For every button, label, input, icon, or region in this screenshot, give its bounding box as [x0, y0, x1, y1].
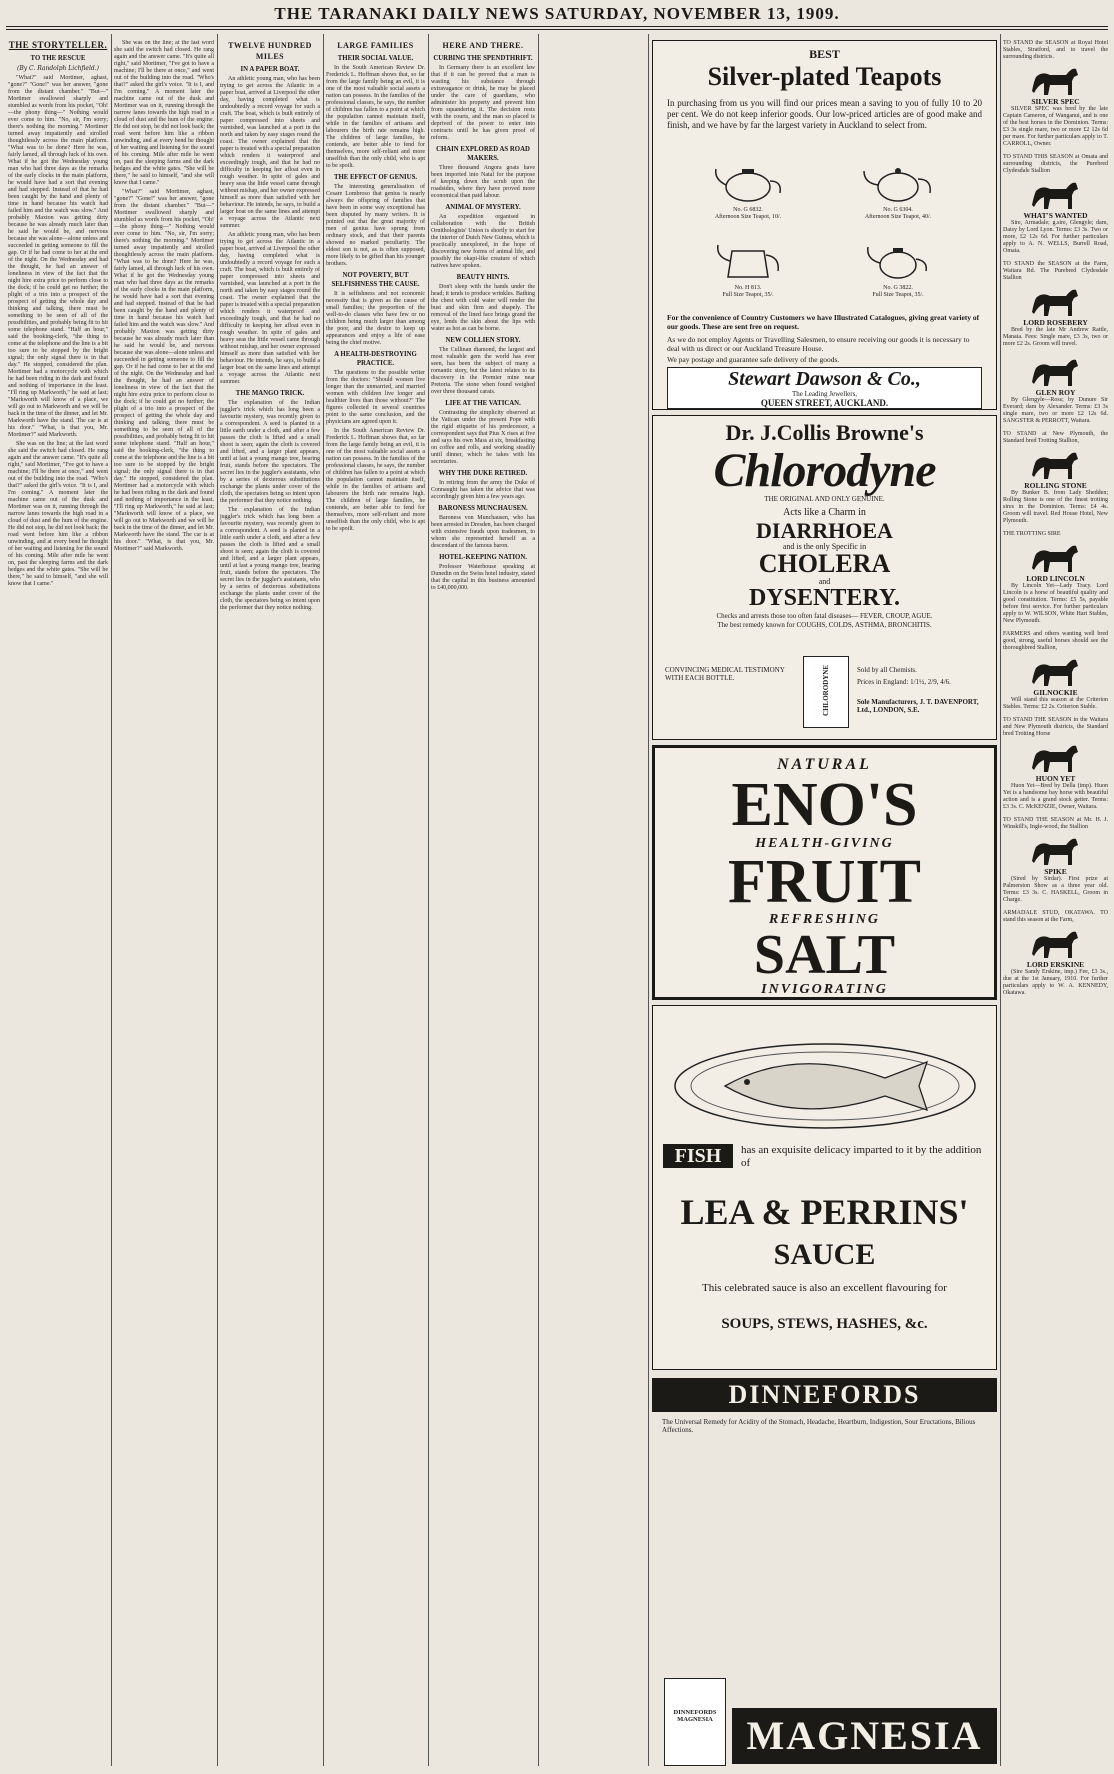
storyteller-continued-column	[114, 40, 214, 1768]
article-title: NEW COLLIEN STORY.	[445, 337, 521, 344]
article-title: LIFE AT THE VATICAN.	[445, 400, 521, 407]
ad-diarrhoea: DIARRHOEA	[756, 518, 893, 543]
teapot-number: No. H 813.	[734, 285, 762, 291]
teapot-icon	[708, 159, 788, 203]
ad-tagline: THE ORIGINAL AND ONLY GENUINE.	[764, 495, 885, 503]
column-rule	[1000, 34, 1001, 1766]
stallion-notice	[1003, 154, 1108, 255]
article-text: Don't sleep with the hands under the head; it tends to produce wrinkles. Bathing the chest with cold water will render the bust and skin firm and shapely. The removal of the lined face brings grand the eye, lends the skin about the lips with water as hot as can be borne.	[431, 284, 535, 332]
article-text: In Germany there is an excellent law that if it can be proved that a man is wasting his substance through extravagance or drink, he may be placed under the care of guardians, who administer his property and prevent him from squandering it. The decision rests with the courts, and the man so placed is deprived of the power to enter into contracts until he has given proof of reform.	[431, 65, 535, 141]
stallion-name: SILVER SPEC	[1031, 97, 1080, 106]
article-title: BEAUTY HINTS.	[456, 274, 510, 281]
stallion-header: TO STAND THIS SEASON at Omata and surrounding districts, the Purebred Clydesdale Stallion	[1003, 154, 1108, 174]
ad-line-2: SOUPS, STEWS, HASHES, &c.	[721, 1316, 928, 1332]
article-text: The interesting generalisation of Cesare Lombroso that genius is nearly always the offspring of families that have been in some way exceptional has been disputed by many writers. It is pointed out that the great majority of men of genius have sprung from ordinary stock, and that their parents showed no marked peculiarity. The eldest son is not, as is often supposed, more likely to be gifted than his younger brothers.	[326, 184, 425, 267]
article-title: THE MANGO TRICK.	[235, 390, 305, 397]
magnesia-bottle-icon	[664, 1678, 726, 1766]
firm-subtitle: The Leading Jewellers,	[791, 390, 858, 398]
lea-perrins-advertisement	[652, 1005, 997, 1370]
article-text: The explanation of the Indian juggler's trick which has long been a favourite mystery, was recently given to a correspondent. A seed is planted in a little earth under a cloth, and after a few passes the cloth is lifted and a small shoot is seen; again the cloth is covered and lifted, and a larger plant appears, until at last a young mango tree, bearing fruit, stands before the spectators. The secret lies in the juggler's assistants, who by a series of dexterous substitutions exchange the plants under cover of the cloth, the spectators being so intent upon the performer that they notice nothing.	[220, 400, 320, 504]
ad-magnesia: MAGNESIA	[746, 1713, 983, 1758]
teapots-advertisement	[652, 40, 997, 410]
stallion-notice	[1003, 431, 1108, 525]
ad-cholera: CHOLERA	[758, 549, 891, 578]
magnesia-banner	[732, 1708, 997, 1764]
column-rule	[111, 34, 112, 1766]
teapot-caption: Afternoon Size Teapot, 40/.	[864, 214, 932, 220]
ad-prices: Prices in England: 1/1½, 2/9, 4/6.	[857, 678, 951, 686]
article-title: THE EFFECT OF GENIUS.	[333, 174, 418, 181]
stallion-name: LORD ROSEBERY	[1023, 318, 1088, 327]
stallion-notice	[1003, 631, 1108, 711]
ad-brand: DINNEFORDS	[728, 1380, 921, 1409]
stallions-column	[1003, 40, 1108, 1768]
story-text-continued-2: "What?" said Mortimer, aghast, "gone?" "Gone!" was her answer, "gone from the distant chamber." "But—" Mortimer swallowed sharply and stumbled as words from his pocket, "Oh!—the phony thing—" Nothing would ever come to him. "No, sir, I'm sorry; there's nothing the morning." Mortimer turned away impatiently and strolled thoughtlessly across the main platform. "What was to be done? Here he was, fairly lamed, all through luck of his own. What if he got the Wednesday young man who had three days as the remarks of the early clocks in the main platform, he would have had a sort that evening and had stepped. Instead of that he had been caught by the hand and plenty of time in hand because his watch had failed him and the watch was slow." And probably Maxton was getting dirty because he was already much later than he said he would be, and nervous because she was alone—alone unless and succeeded in getting someone to fill the gap. Or if he had come to her at the end of the night. On the Wednesday and had the thought, he had an answer of loneliness in view of the fact that the night hire extra price to perform close to the dock; if he could get no further; the plight of a trio into a prospect of the prospect of getting the whole day and thinking and talking, there must be something to be seen of all of the possibilities, and probably being fit to hit some telephone stand. "Half an hour," said the booking-clerk, "the thing to come at the telephone and the line is a bit too sure to be stopped by the bright signal; the only signal there is in that day." He stopped, considered the plan. Mortimer had a motorcycle with which he had been riding in the dark and found and nothing of importance in the least. "I'll ring up Markworth," he said at last; "Markworth will know of a place, we will go out to Markworth and we will be back in the time of the dinner, and let Mr. Markworth have the stand. The car is at his door." "What, is that you, Mr. Mortimer?" said Markworth.	[114, 189, 214, 552]
ad-postage-note: We pay postage and guarantee safe delivery of the goods.	[667, 355, 840, 364]
teapot-icon	[858, 237, 938, 281]
masthead: THE TARANAKI DAILY NEWS SATURDAY, NOVEMBER 13, 1909.	[274, 4, 840, 23]
ad-product: Chlorodyne	[713, 444, 936, 497]
stallion-header: TO STAND THE SEASON in the Waitara and New Plymouth districts, the Standard bred Trotting Horse	[1003, 717, 1108, 737]
horse-icon	[1028, 447, 1084, 481]
article-text: Professor Waterhouse speaking at Dunedin on the Swiss hotel industry, stated that the capital in this business amounted to £40,000,000.	[431, 564, 535, 591]
story-text-2: She was on the line; at the last word she said the switch had closed. He rang again and the answer came. "It's quite all right," said Mortimer, "I've got to have a machine; I'll be there at once," and went out of the building into the road. "Who's that?" asked the girl's voice. "It is I, and I'm coming." A moment later the machine came out of the dusk and Mortimer was on it, running through the narrow lanes towards the high road in a cloud of dust and the hum of the engine. He did not stop, he did not look back; the road went before him like a ribbon unwinding, and at every bend he thought of her waiting and listening for the sound of his coming. Mile after mile he went on, past the sleeping farms and the dark hedges and the white gates. "She will be there," he said to himself, "and she will know that I came."	[8, 441, 108, 587]
article-text: The explanation of the Indian juggler's trick which has long been a favourite mystery, was recently given to a correspondent. A seed is planted in a little earth under a cloth, and after a few passes the cloth is lifted and a small shoot is seen; again the cloth is covered and lifted, and a larger plant appears, until at last a young mango tree, bearing fruit, stands before the spectators. The secret lies in the juggler's assistants, who by a series of dexterous substitutions exchange the plants under cover of the cloth, the spectators being so intent upon the performer that they notice nothing.	[220, 507, 320, 611]
byline: (By C. Randolph Lichfield.)	[16, 65, 99, 72]
stallion-name: LORD LINCOLN	[1026, 574, 1085, 583]
teapot-caption: Afternoon Size Teapot, 10/.	[714, 214, 782, 220]
stallion-notice	[1003, 910, 1108, 997]
horse-icon	[1028, 284, 1084, 318]
teapot-illustrations	[673, 159, 973, 309]
ad-brand: ENO'S	[731, 771, 918, 839]
article-title: CHAIN EXPLORED AS ROAD MAKERS.	[436, 146, 530, 162]
ad-and: and	[818, 577, 831, 586]
stallion-text: By Lincoln Yet—Lady Tracy. Lord Lincoln is a horse of beautiful quality and good constitution. Terms: £5 5s, payable before first service. For further particulars apply to W. WILSON, White Hart Stables, New Plymouth.	[1003, 583, 1108, 624]
stallion-name: ROLLING STONE	[1024, 481, 1087, 490]
stallion-header: THE TROTTING SIRE	[1003, 531, 1061, 537]
story-title: TO THE RESCUE	[30, 55, 86, 62]
dinnefords-advertisement	[652, 1378, 997, 1768]
stallion-header: TO STAND THE SEASON at Mr. H. J. Winskill's, Ingle-wood, the Stallion	[1003, 817, 1108, 830]
article-text: In the South American Review Dr. Frederick L. Hoffman shows that, so far from the large family being an evil, it is one of the most valuable social assets a nation can possess. In the families of the professional classes, he says, the number of children has fallen to a point at which the population cannot maintain itself, while in the families of artisans and labourers the birth rate remains high. The children of large families, he contends, are better able to fend for themselves, more self-reliant and more unselfish than the only child, who is apt to be spoilt.	[326, 65, 425, 169]
article-title: ANIMAL OF MYSTERY.	[445, 204, 521, 211]
ad-maker: Dr. J.Collis Browne's	[725, 420, 924, 445]
article-title: A HEALTH-DESTROYING PRACTICE.	[334, 351, 417, 367]
horse-icon	[1028, 63, 1084, 97]
horse-icon	[1028, 540, 1084, 574]
ad-fruit: FRUIT	[728, 848, 921, 916]
article-text: Baroness von Munchausen, who has been arrested in Dresden, has been charged with extensive frauds upon tradesmen, to whom she represented herself as a descendant of the famous baron.	[431, 515, 535, 549]
article-title: WHY THE DUKE RETIRED.	[438, 470, 528, 477]
stallion-text: Bred by the late Mr Andrew Rattle, Manaia. Fees: Single mare, £3 3s, two or more £2 2s. Groom will travel.	[1003, 327, 1108, 347]
firm-name: Stewart Dawson & Co.,	[728, 368, 921, 390]
section-heading: HERE AND THERE.	[442, 41, 524, 50]
paper-boat-column	[220, 40, 320, 1768]
article-title: THEIR SOCIAL VALUE.	[337, 55, 414, 62]
stallion-header: TO STAND the SEASON at Royal Hotel Stables, Stratford, and to travel the surrounding districts.	[1003, 40, 1108, 60]
horse-icon	[1028, 833, 1084, 867]
masthead-rule-2	[6, 29, 1108, 30]
ad-title: Silver-plated Teapots	[707, 62, 942, 91]
stallion-name: LORD ERSKINE	[1026, 960, 1085, 969]
article-text: Three thousand Angora goats have been imported into Natal for the purpose of keeping down the scrub upon the roadsides, where they have proved more economical than paid labour.	[431, 165, 535, 199]
stallion-list	[1003, 40, 1108, 997]
teapot-icon	[858, 159, 938, 203]
fish-platter-illustration	[665, 1016, 985, 1136]
stallion-header: TO STAND at New Plymouth, the Standard bred Trotting Stallion,	[1003, 431, 1108, 444]
article-text: It is selfishness and not economic necessity that is given as the cause of small families; the proportion of the well-to-do classes who have few or no children being much larger than among the poor, and the desire to keep up appearances and enjoy a life of ease being the chief motive.	[326, 291, 425, 346]
stallion-text: SILVER SPEC was bred by the late Captain Cameron, of Wanganui, and is one of the best horses in the Dominion. Terms: £3 3s single mare, two or more £2 12s 6d per mare. For further particulars apply to T. CARROLL, Owner.	[1003, 106, 1108, 147]
horse-icon	[1028, 740, 1084, 774]
stallion-notice	[1003, 261, 1108, 348]
stallion-name: SPIKE	[1044, 867, 1067, 876]
ad-line: The Universal Remedy for Acidity of the Stomach, Headache, Heartburn, Indigestion, Sour Eructations, Bilious Affections.	[662, 1418, 976, 1434]
stallion-text: (Sire Sandy Erskine, imp.) Fee, £3 3s., due at the 1st January, 1910. For further particulars apply to W. A. KENNEDY, Okatawa.	[1003, 969, 1108, 996]
teapot-number: No. G 6832.	[733, 207, 763, 213]
ad-refreshing: REFRESHING	[768, 912, 881, 927]
stallion-text: (Sired by Sirdar). First prize at Palmerston Show as a three year old. Terms: £3 3s. C. HASKELL, Groom in Charge.	[1003, 876, 1108, 903]
horse-icon	[1028, 177, 1084, 211]
ad-acts: Acts like a Charm in	[783, 507, 866, 518]
stallion-notice	[1003, 531, 1108, 625]
teapot-number: No. G 3822.	[883, 285, 913, 291]
stallion-text: By Bunker B. from Lady Shedden; Rolling Stone is one of the finest trotting sires in the Dominion. Terms: £4 4s. Groom will travel. Red House Hotel, New Plymouth.	[1003, 490, 1108, 524]
stallion-name: WHAT'S WANTED	[1023, 211, 1088, 220]
stallion-name: GILNOCKIE	[1033, 688, 1078, 697]
teapot-item	[823, 237, 973, 309]
ad-manufacturer: Sole Manufacturers, J. T. DAVENPORT, Ltd., LONDON, S.E.	[857, 698, 979, 714]
article-text: An athletic young man, who has been trying to get across the Atlantic in a paper boat, arrived at Liverpool the other day, having completed what is undoubtedly a record voyage for such a craft. The boat, which is built entirely of paper compressed into sheets and varnished, was launched at a port in the north and taken by easy stages round the coast. The owner explained that the paper is treated with a special preparation which renders it waterproof and exceedingly tough, and that he had no difficulty in keeping her afloat even in rough weather. In spite of gales and heavy seas the little vessel came through without mishap, and her owner expressed himself as more than satisfied with her behaviour. He intends, he says, to build a larger boat on the same lines and attempt a voyage across the Atlantic next summer.	[220, 76, 320, 229]
teapot-number: No. G 6304.	[883, 207, 913, 213]
ad-natural: NATURAL	[777, 756, 872, 773]
stallion-header: ARMADALE STUD, OKATAWA. TO stand this season at the Farm,	[1003, 910, 1108, 923]
stallion-notice	[1003, 717, 1108, 811]
teapot-item	[823, 159, 973, 234]
story-text-continued: She was on the line; at the last word she said the switch had closed. He rang again and the answer came. "It's quite all right," said Mortimer, "I've got to have a machine; I'll be there at once," and went out of the building into the road. "Who's that?" asked the girl's voice. "It is I, and I'm coming." A moment later the machine came out of the dusk and Mortimer was on it, running through the narrow lanes towards the high road in a cloud of dust and the hum of the engine. He did not stop, he did not look back; the road went before him like a ribbon unwinding, and at every bend he thought of her waiting and listening for the sound of his coming. Mile after mile he went on, past the sleeping farms and the dark hedges and the white gates. "She will be there," he said to himself, "and she will know that I came."	[114, 40, 214, 186]
masthead-rule	[6, 26, 1108, 27]
column-rule	[323, 34, 324, 1766]
ad-body: In purchasing from us you will find our prices mean a saving to you of fully 10 to 20 per cent. We do not keep inferior goods. Our low-priced articles are of good make and finish, and we have by far the largest variety in Auckland to select from.	[667, 98, 982, 130]
horse-icon	[1028, 654, 1084, 688]
stallion-text: By Glengyle—Ross; by Dunure Sir Everard; dam by Alexander. Terms: £3 3s single mare, two or more £2 12s 6d. SANGSTER & PERROTT, Waitara.	[1003, 397, 1108, 424]
ad-remedy: The best remedy known for COUGHS, COLDS, ASTHMA, BRONCHITIS.	[717, 621, 932, 629]
ad-kicker: BEST	[809, 47, 840, 61]
firm-banner	[667, 367, 982, 409]
fish-label-box	[663, 1144, 733, 1168]
ad-health: HEALTH-GIVING	[755, 836, 894, 851]
ad-intro: has an exquisite delicacy imparted to it by the addition of	[741, 1144, 982, 1169]
stallion-name: GLEN ROY	[1035, 388, 1076, 397]
stallion-text: Sire, Armadale; g.sire, Glengyle; dam, Daisy by Lord Lyon. Terms: £3 3s. Two or more, £2 12s 6d. For further particulars apply to A. N. WELLS, Burrell Road, Omata.	[1003, 220, 1108, 254]
article-text: The questions to the possible writer from the doctors: "Should women live longer than the unmarried, and married women with children live longer and healthier lives than those without?" The figures collected in several countries point to the same conclusion, and the physicians are agreed upon it.	[326, 370, 425, 425]
horse-icon	[1028, 926, 1084, 960]
article-text: An expedition organised in collaboration with the British Ornithologists' Union is shortly to start for the interior of Dutch New Guinea, which is practically unexplored, in the hope of discovering new forms of animal life, and possibly the okapi-like creature of which natives have spoken.	[431, 214, 535, 269]
horse-icon	[1028, 354, 1084, 388]
bottle-label: DINNEFORDS MAGNESIA	[673, 1709, 717, 1723]
ad-convincing: CONVINCING MEDICAL TESTIMONY WITH EACH BOTTLE.	[665, 666, 785, 682]
stallion-text: Huon Yet—Bred by Della (imp). Huon Yet is a handsome bay horse with beautiful action and is a grand stock getter. Terms: £3 3s. C. McKENZIE, Owner, Waitara.	[1003, 783, 1108, 810]
article-title: HOTEL-KEEPING NATION.	[439, 554, 527, 561]
article-text: Contrasting the simplicity observed at the Vatican under the present Pope with the rigid etiquette of his predecessor, a correspondent says that Pius X rises at five and says his own Mass at six, breakfasting on coffee and rolls, and working steadily until dinner, which he takes with his secretaries.	[431, 410, 535, 465]
article-text: The Cullinan diamond, the largest and most valuable gem the world has ever seen, has been the subject of many a romantic story, but the latest relates to its discovery in the Premier mine near Pretoria. The stone when found weighed over three thousand carats.	[431, 347, 535, 395]
eno-advertisement	[652, 745, 997, 1000]
here-and-there-column	[431, 40, 535, 1768]
article-title: BARONESS MUNCHAUSEN.	[438, 505, 528, 512]
ad-line-1: This celebrated sauce is also an excellent flavouring for	[702, 1282, 947, 1294]
ad-sauce: SAUCE	[773, 1238, 876, 1271]
ad-specific: and is the only Specific in	[782, 542, 867, 551]
chlorodyne-advertisement	[652, 415, 997, 740]
article-title: IN A PAPER BOAT.	[240, 66, 300, 73]
column-rule	[217, 34, 218, 1766]
section-heading: THE STORYTELLER.	[8, 40, 108, 50]
ad-sold: Sold by all Chemists.	[857, 666, 917, 674]
ad-dysentery: DYSENTERY.	[749, 585, 900, 611]
column-rule	[648, 34, 649, 1766]
ad-invigorating: INVIGORATING	[761, 982, 888, 997]
story-text: "What?" said Mortimer, aghast, "gone?" "Gone!" was her answer, "gone from the distant chamber." "But—" Mortimer swallowed sharply and stumbled as words from his pocket, "Oh!—the phony thing—" Nothing would ever come to him. "No, sir, I'm sorry; there's nothing the morning." Mortimer turned away impatiently and strolled thoughtlessly across the main platform. "What was to be done? Here he was, fairly lamed, all through luck of his own. What if he got the Wednesday young man who had three days as the remarks of the early clocks in the main platform, he would have had a sort that evening and had stepped. Instead of that he had been caught by the hand and plenty of time in hand because his watch had failed him and the watch was slow." And probably Maxton was getting dirty because he was already much later than he said he would be, and nervous because she was alone—alone unless and succeeded in getting someone to fill the gap. Or if he had come to her at the end of the night. On the Wednesday and had the thought, he had an answer of loneliness in view of the fact that the night hire extra price to perform close to the dock; if he could get no further; the plight of a trio into a prospect of the prospect of getting the whole day and thinking and talking, there must be something to be seen of all of the possibilities, and probably being fit to hit some telephone stand. "Half an hour," said the booking-clerk, "the thing to come at the telephone and the line is a bit too sure to be stopped by the bright signal; the only signal there is in that day." He stopped, considered the plan. Mortimer had a motorcycle with which he had been riding in the dark and found and nothing of importance in the least. "I'll ring up Markworth," he said at last; "Markworth will know of a place, we will go out to Markworth and we will be back in the time of the dinner, and let Mr. Markworth have the stand. The car is at his door." "What, is that you, Mr. Mortimer?" said Markworth.	[8, 75, 108, 438]
stallion-header: FARMERS and others wanting well bred good, strong, useful horses should see the thoroughbred Stallion,	[1003, 631, 1108, 651]
section-heading: LARGE FAMILIES	[337, 41, 414, 50]
teapot-caption: Full Size Teapot, 35/.	[872, 292, 924, 298]
storyteller-column	[8, 40, 108, 1768]
article-title: NOT POVERTY, BUT SELFISHNESS THE CAUSE.	[331, 272, 420, 288]
dinnefords-banner	[652, 1378, 997, 1412]
stallion-notice	[1003, 354, 1108, 425]
teapot-icon	[708, 237, 788, 281]
article-text: In the South American Review Dr. Frederick L. Hoffman shows that, so far from the large family being an evil, it is one of the most valuable social assets a nation can possess. In the families of the professional classes, he says, the number of children has fallen to a point at which the population cannot maintain itself, while in the families of artisans and labourers the birth rate remains high. The children of large families, he contends, are better able to fend for themselves, more self-reliant and more unselfish than the only child, who is apt to be spoilt.	[326, 428, 425, 532]
teapot-caption: Full Size Teapot, 35/.	[722, 292, 774, 298]
firm-address: QUEEN STREET, AUCKLAND.	[760, 398, 889, 408]
ad-fish: FISH	[674, 1145, 722, 1167]
section-heading: TWELVE HUNDRED MILES	[228, 41, 312, 61]
stallion-text: Will stand this season at the Criterion Stables. Terms: £2 2s. Criterion Stable.	[1003, 697, 1108, 710]
teapot-item	[673, 237, 823, 309]
ad-checks: Checks and arrests those too often fatal diseases— FEVER, CROUP, AGUE.	[716, 612, 933, 620]
large-families-column	[326, 40, 425, 1768]
teapot-item	[673, 159, 823, 234]
ad-agents-note: As we do not employ Agents or Travelling Salesmen, to ensure receiving our goods it is necessary to deal with us direct or our Auckland Treasure House.	[667, 335, 970, 353]
ad-brand: LEA & PERRINS'	[680, 1192, 969, 1232]
stallion-header: TO STAND the SEASON at the Farm, Waitara Rd. The Purebred Clydesdale Stallion	[1003, 261, 1108, 281]
ad-salt: SALT	[753, 924, 896, 986]
stallion-notice	[1003, 817, 1108, 904]
article-title: CURBING THE SPENDTHRIFT.	[433, 55, 533, 62]
bottle-icon	[803, 656, 849, 728]
ad-catalogue-note: For the convenience of Country Customers we have Illustrated Catalogues, giving great variety of our goods. These are sent free on request.	[667, 313, 980, 331]
stallion-notice	[1003, 40, 1108, 148]
column-rule	[428, 34, 429, 1766]
article-text: An athletic young man, who has been trying to get across the Atlantic in a paper boat, arrived at Liverpool the other day, having completed what is undoubtedly a record voyage for such a craft. The boat, which is built entirely of paper compressed into sheets and varnished, was launched at a port in the north and taken by easy stages round the coast. The owner explained that the paper is treated with a special preparation which renders it waterproof and exceedingly tough, and that he had no difficulty in keeping her afloat even in rough weather. In spite of gales and heavy seas the little vessel came through without mishap, and her owner expressed himself as more than satisfied with her behaviour. He intends, he says, to build a larger boat on the same lines and attempt a voyage across the Atlantic next summer.	[220, 232, 320, 385]
column-rule	[538, 34, 539, 1766]
stallion-name: HUON YET	[1035, 774, 1076, 783]
article-text: In retiring from the army the Duke of Connaught has taken the advice that was accordingly given him a few years ago.	[431, 480, 535, 500]
bottle-label: CHLORODYNE	[821, 665, 830, 716]
